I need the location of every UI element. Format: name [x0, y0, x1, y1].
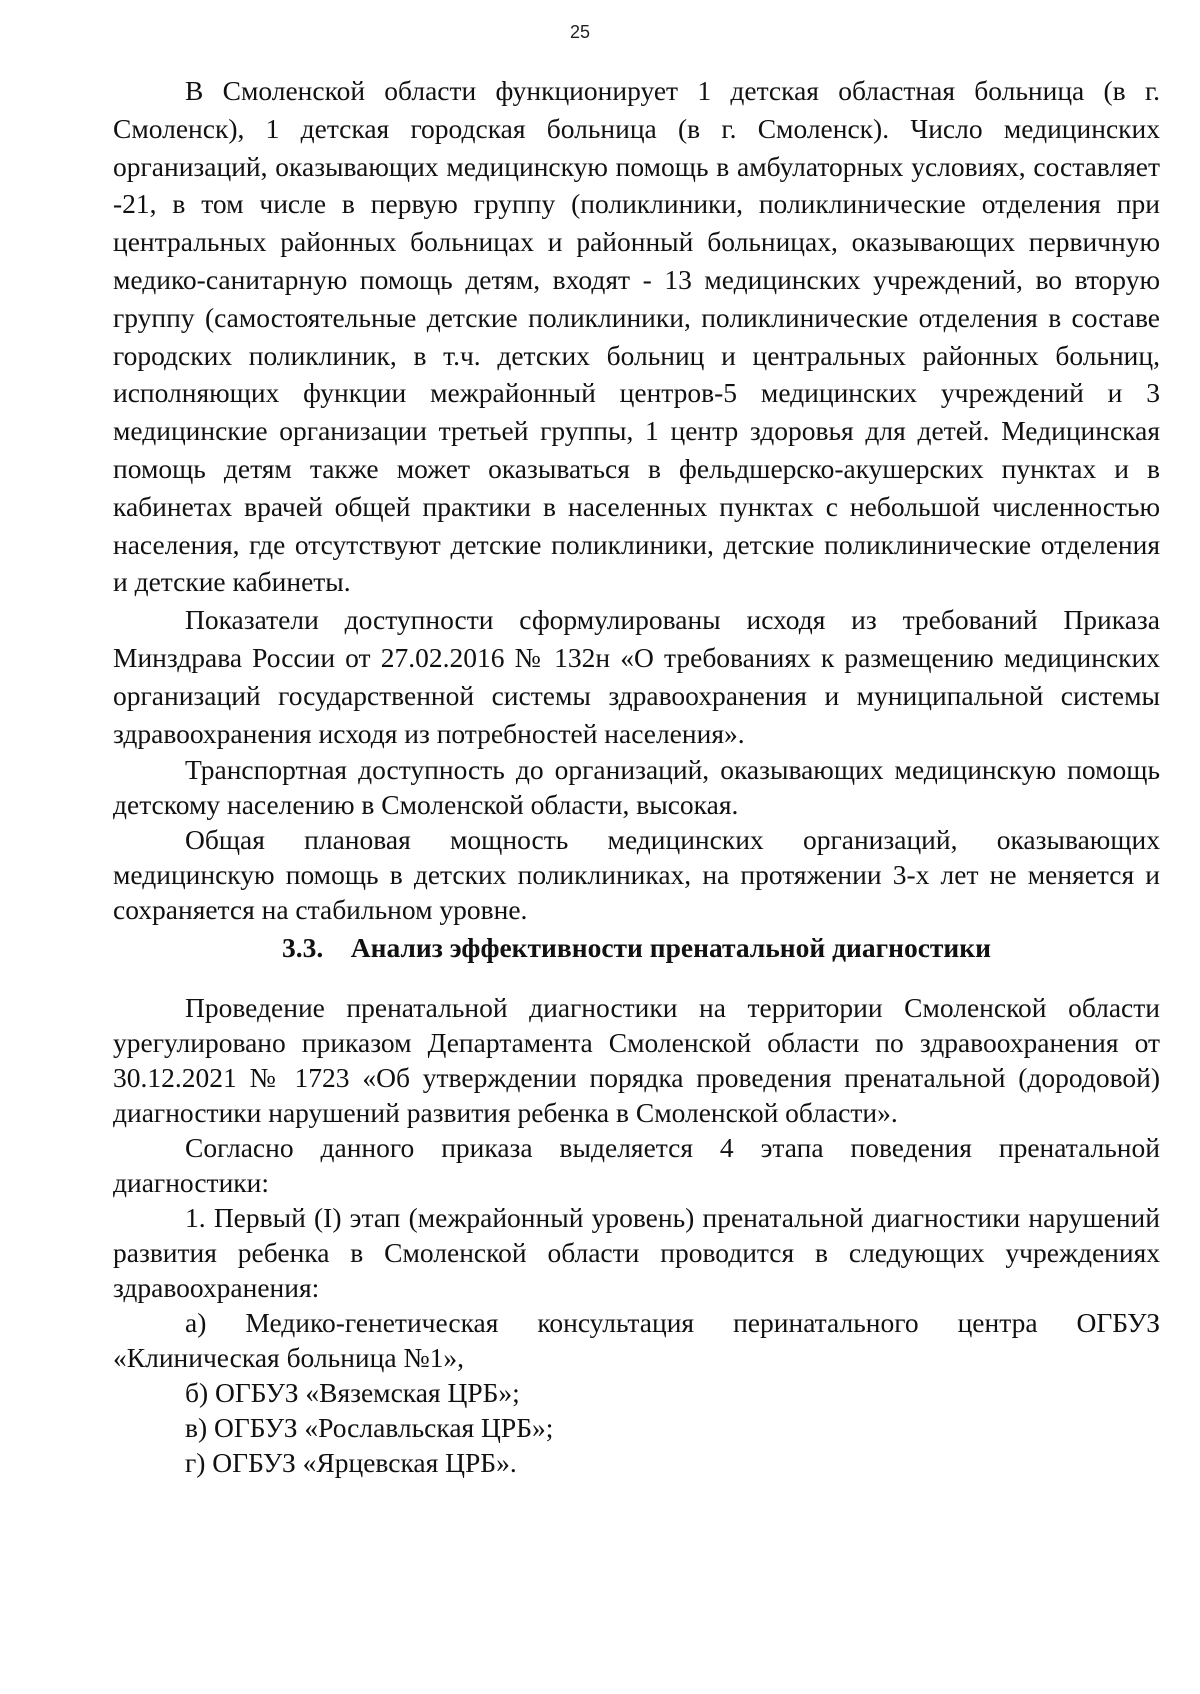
list-item: а) Медико-генетическая консультация перинатального центра ОГБУЗ «Клиническая больница №1»,	[113, 1307, 1160, 1373]
paragraph-hospitals: В Смоленской области функционирует 1 детская областная больница (в г. Смоленск), 1 детская городская больница (в г. Смоленск). Число медицинских организаций, оказывающих медицинскую помощь в амбулаторных условиях, составляет -21, в том числе в первую группу (поликлиники, поликлинические отделения при центральных районных больницах и районный больницах, оказывающих первичную медико-санитарную помощь детям, входят - 13 медицинских учреждений, во вторую группу (самостоятельные детские поликлиники, поликлинические отделения в составе городских поликлиник, в т.ч. детских больниц и центральных районных больниц, исполняющих функции межрайонный центров-5 медицинских учреждений и 3 медицинские организации третьей группы, 1 центр здоровья для детей. Медицинская помощь детям также может оказываться в фельдшерско-акушерских пунктах и в кабинетах врачей общей практики в населенных пунктах с небольшой численностью населения, где отсутствуют детские поликлиники, детские поликлинические отделения и детские кабинеты.	[113, 75, 1160, 598]
paragraph-planned-capacity: Общая плановая мощность медицинских организаций, оказывающих медицинскую помощь в детских поликлиниках, на протяжении 3-х лет не меняется и сохраняется на стабильном уровне.	[113, 824, 1160, 926]
section-title: Анализ эффективности пренатальной диагностики	[350, 932, 991, 963]
paragraph-transport-accessibility: Транспортная доступность до организаций, оказывающих медицинскую помощь детскому населению в Смоленской области, высокая.	[113, 754, 1160, 821]
list-item: б) ОГБУЗ «Вяземская ЦРБ»;	[185, 1377, 520, 1408]
body-text-bottom	[113, 990, 1160, 1480]
page-number: 25	[569, 22, 591, 42]
paragraph-stages: Согласно данного приказа выделяется 4 этапа поведения пренатальной диагностики:	[113, 1132, 1160, 1198]
section-heading	[113, 932, 1160, 964]
list-item: г) ОГБУЗ «Ярцевская ЦРБ».	[185, 1447, 517, 1478]
paragraph-accessibility-indicators: Показатели доступности сформулированы исходя из требований Приказа Минздрава России от 27.02.2016 № 132н «О требованиях к размещению медицинских организаций государственной системы здравоохранения и муниципальной системы здравоохранения исходя из потребностей населения».	[113, 604, 1160, 749]
list-item: в) ОГБУЗ «Рославльская ЦРБ»;	[185, 1412, 554, 1443]
section-number: 3.3.	[282, 932, 324, 963]
body-text-top	[113, 72, 1160, 927]
paragraph-first-stage: 1. Первый (I) этап (межрайонный уровень) пренатальной диагностики нарушений развития ребенка в Смоленской области проводится в следующих учреждениях здравоохранения:	[113, 1202, 1160, 1303]
paragraph-prenatal-order: Проведение пренатальной диагностики на территории Смоленской области урегулировано приказом Департамента Смоленской области по здравоохранения от 30.12.2021 № 1723 «Об утверждении порядка проведения пренатальной (дородовой) диагностики нарушений развития ребенка в Смоленской области».	[113, 992, 1160, 1128]
